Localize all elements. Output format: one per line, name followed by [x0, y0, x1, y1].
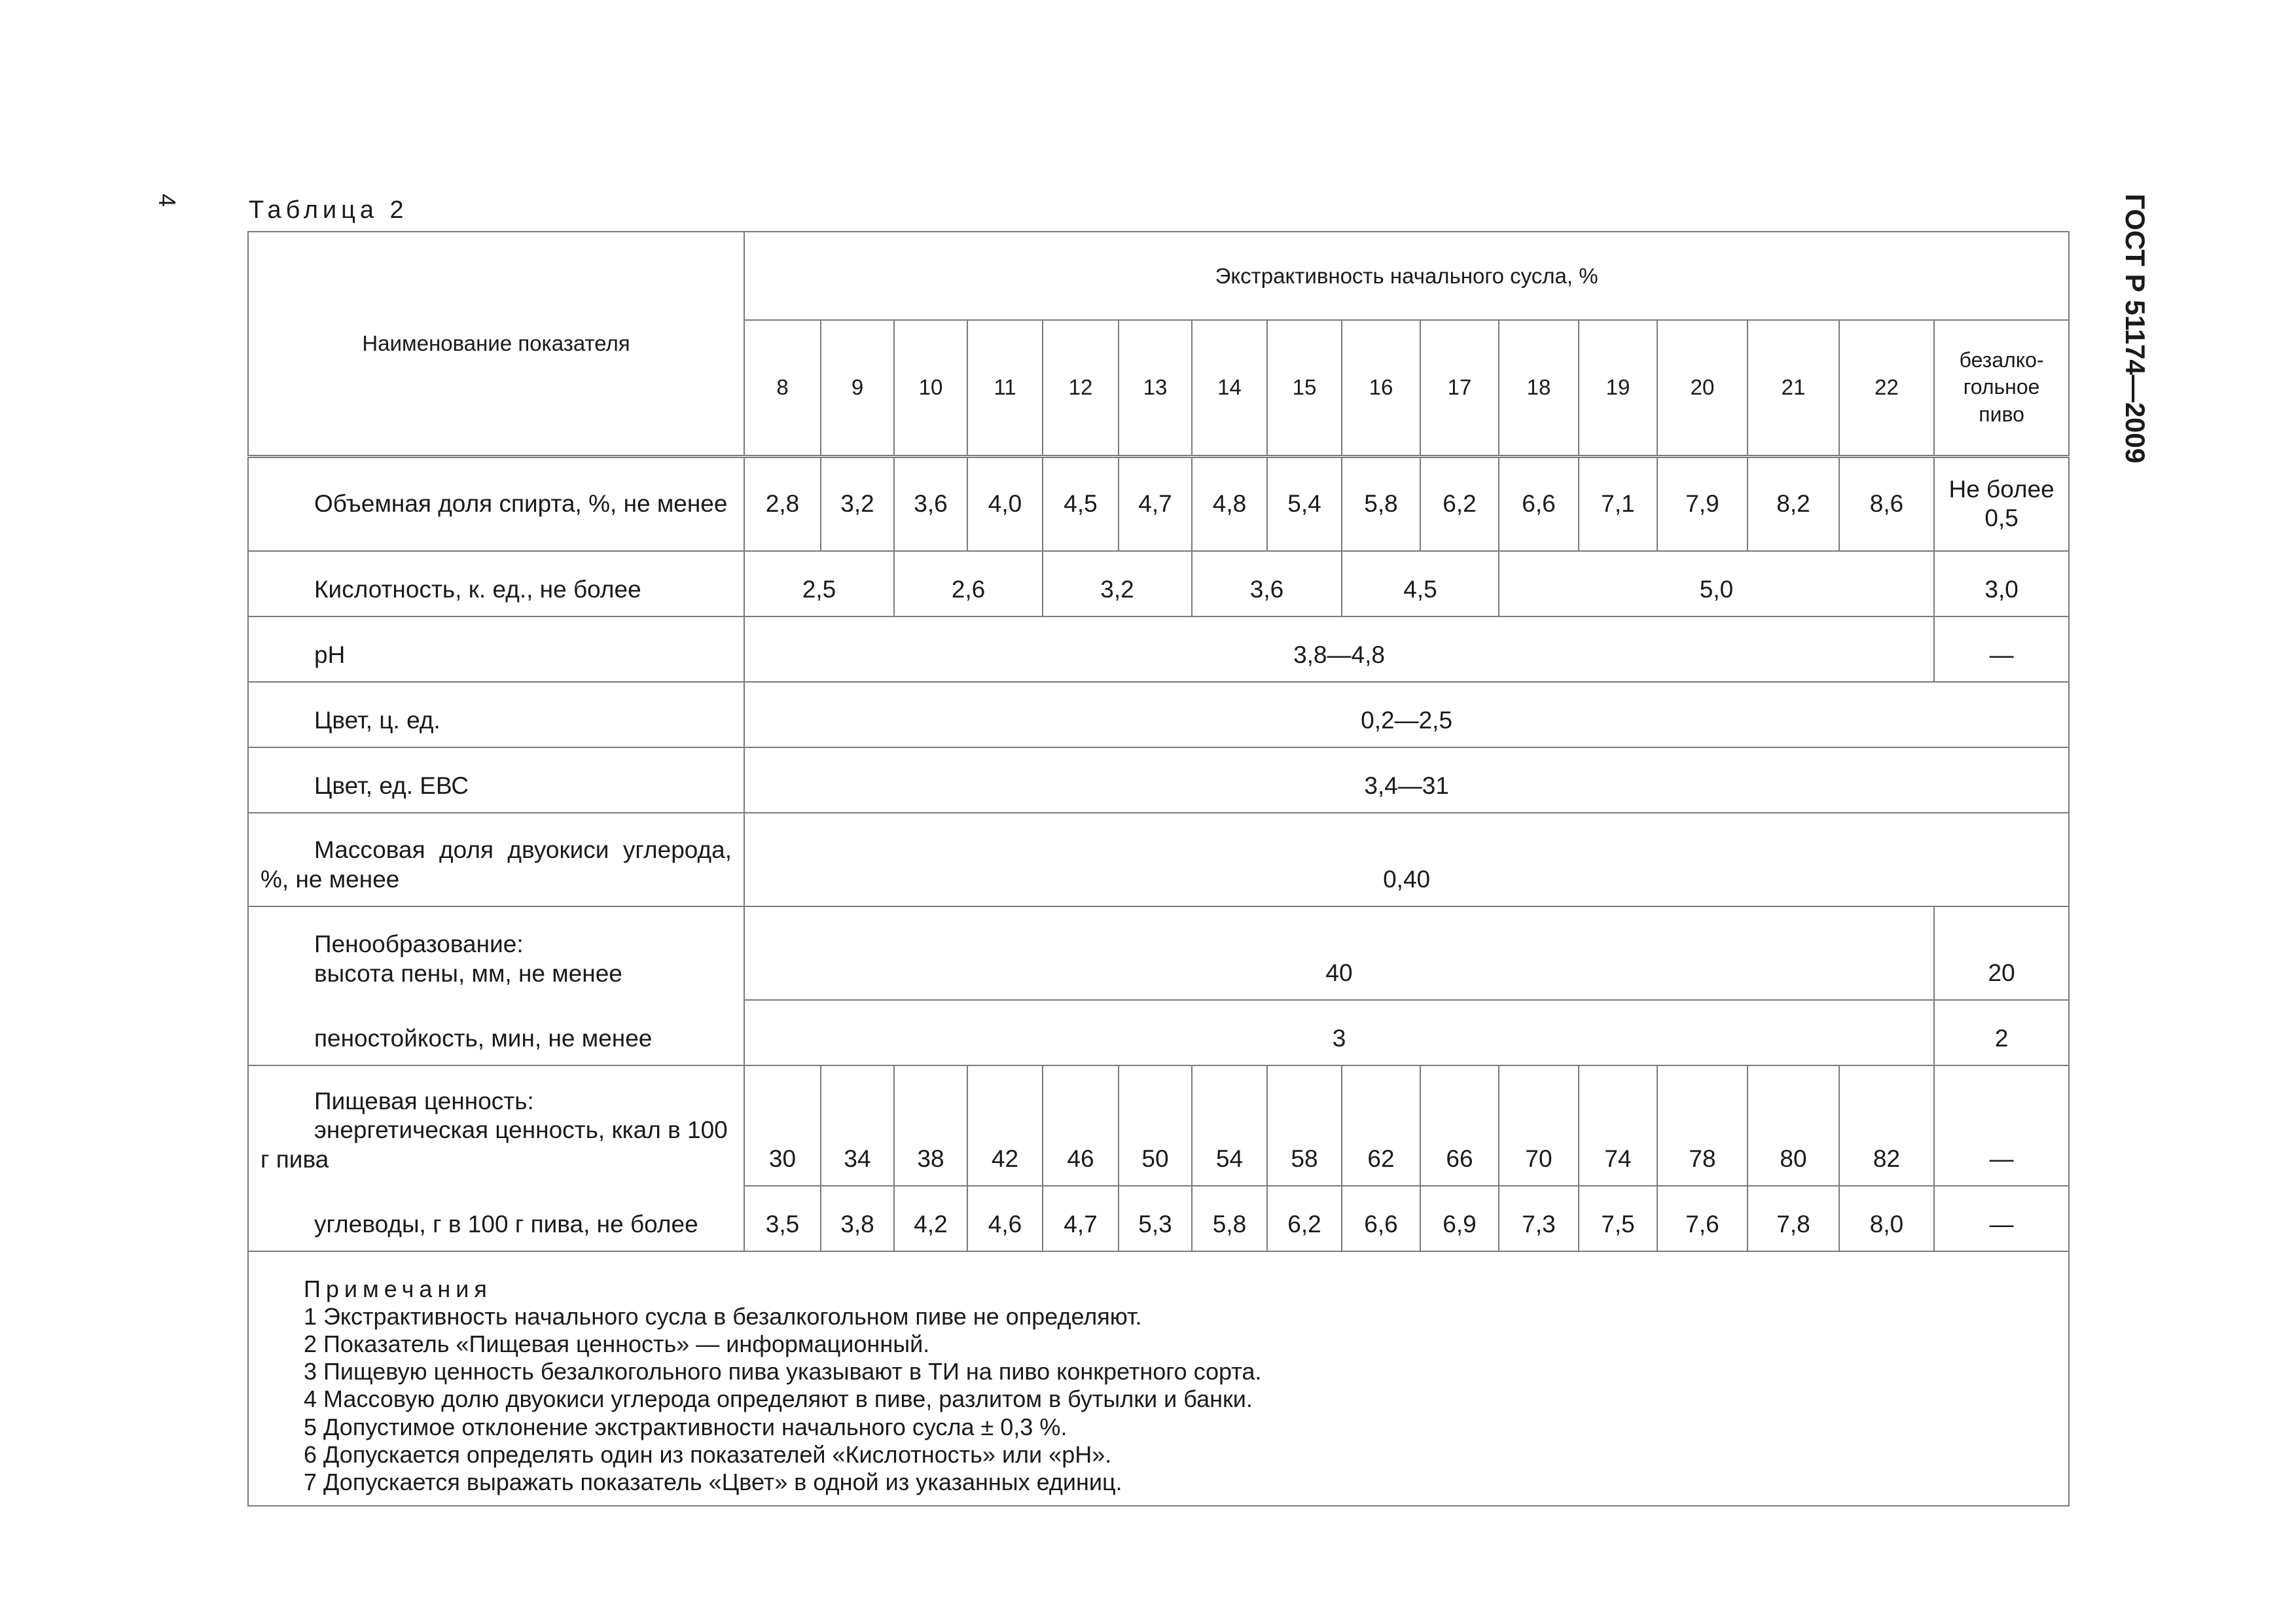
carbs-value: 7,6	[1657, 1186, 1748, 1251]
foam-stability-nonalcoholic-value: 2	[1934, 1000, 2069, 1065]
alcohol-value: 3,2	[821, 456, 894, 551]
alcohol-value: 5,4	[1267, 456, 1342, 551]
notes-row	[248, 1251, 2069, 1506]
row-acidity-label: Кислотность, к. ед., не более	[314, 575, 641, 603]
foam-height-value: 40	[744, 906, 1934, 1000]
header-col-21: 21	[1748, 320, 1839, 456]
alcohol-value: 6,2	[1420, 456, 1499, 551]
row-energy	[248, 1065, 2069, 1186]
row-ph	[248, 616, 2069, 682]
row-co2	[248, 813, 2069, 906]
acidity-value: 3,2	[1043, 551, 1192, 616]
header-col-20: 20	[1657, 320, 1748, 456]
energy-value: 66	[1420, 1065, 1499, 1186]
notes-title: Примечания	[304, 1275, 492, 1302]
row-carbs-label: углеводы, г в 100 г пива, не более	[314, 1210, 698, 1238]
alcohol-value: 2,8	[744, 456, 821, 551]
carbs-value: 7,5	[1579, 1186, 1657, 1251]
carbs-value: 8,0	[1839, 1186, 1934, 1251]
notes-block	[248, 1251, 2069, 1506]
foam-stability-value: 3	[744, 1000, 1934, 1065]
header-col-19: 19	[1579, 320, 1657, 456]
alcohol-value: 3,6	[894, 456, 967, 551]
acidity-value: 3,6	[1192, 551, 1342, 616]
acidity-nonalcoholic-value: 3,0	[1934, 551, 2069, 616]
ph-nonalcoholic-value: —	[1934, 616, 2069, 682]
carbs-value: 7,8	[1748, 1186, 1839, 1251]
note-item: 1 Экстрактивность начального сусла в безалкогольном пиве не определяют.	[304, 1303, 1142, 1330]
energy-value: 34	[821, 1065, 894, 1186]
alcohol-value: 4,5	[1043, 456, 1119, 551]
carbs-value: 5,3	[1119, 1186, 1192, 1251]
note-item: 7 Допускается выражать показатель «Цвет» в одной из указанных единиц.	[304, 1468, 1122, 1495]
energy-value: 74	[1579, 1065, 1657, 1186]
row-color-ebc-label: Цвет, ед. ЕВС	[314, 772, 469, 799]
color-ebc-value: 3,4—31	[744, 747, 2069, 813]
row-color-ebc	[248, 747, 2069, 813]
acidity-value: 5,0	[1499, 551, 1934, 616]
header-col-17: 17	[1420, 320, 1499, 456]
energy-value: 62	[1342, 1065, 1420, 1186]
carbs-value: 5,8	[1192, 1186, 1267, 1251]
row-foam-label: Пенообразование:	[314, 931, 524, 958]
carbs-value: 3,5	[744, 1186, 821, 1251]
alcohol-value: 4,0	[967, 456, 1043, 551]
header-col-9: 9	[821, 320, 894, 456]
page-number: 4	[154, 194, 181, 207]
energy-value: 38	[894, 1065, 967, 1186]
table-caption: Таблица 2	[249, 196, 408, 224]
header-col-18: 18	[1499, 320, 1579, 456]
carbs-value: 4,6	[967, 1186, 1043, 1251]
row-color-c-label: Цвет, ц. ед.	[314, 706, 440, 734]
header-col-12: 12	[1043, 320, 1119, 456]
header-name-column: Наименование показателя	[248, 232, 744, 456]
ph-value: 3,8—4,8	[744, 616, 1934, 682]
energy-value: 82	[1839, 1065, 1934, 1186]
row-foam-stability-label: пеностойкость, мин, не менее	[314, 1024, 653, 1052]
header-col-10: 10	[894, 320, 967, 456]
header-nonalcoholic: безалко-гольное пиво	[1934, 320, 2069, 456]
row-foam-stability	[248, 1000, 2069, 1065]
carbs-value: 4,7	[1043, 1186, 1119, 1251]
row-alcohol-label: Объемная доля спирта, %, не менее	[314, 490, 728, 518]
alcohol-value: 4,7	[1119, 456, 1192, 551]
alcohol-value: 7,9	[1657, 456, 1748, 551]
row-nutrition-label: Пищевая ценность:	[314, 1087, 534, 1115]
acidity-value: 2,6	[894, 551, 1043, 616]
row-color-c	[248, 682, 2069, 747]
alcohol-value: 5,8	[1342, 456, 1420, 551]
alcohol-nonalcoholic-value: Не более 0,5	[1934, 456, 2069, 551]
row-alcohol	[248, 456, 2069, 551]
co2-value: 0,40	[744, 813, 2069, 906]
alcohol-value: 7,1	[1579, 456, 1657, 551]
note-item: 3 Пищевую ценность безалкогольного пива указывают в ТИ на пиво конкретного сорта.	[304, 1358, 1262, 1385]
alcohol-value: 6,6	[1499, 456, 1579, 551]
note-item: 2 Показатель «Пищевая ценность» — информационный.	[304, 1330, 930, 1358]
acidity-value: 4,5	[1342, 551, 1499, 616]
energy-nonalcoholic-value: —	[1934, 1065, 2069, 1186]
energy-value: 46	[1043, 1065, 1119, 1186]
energy-value: 78	[1657, 1065, 1748, 1186]
carbs-nonalcoholic-value: —	[1934, 1186, 2069, 1251]
acidity-value: 2,5	[744, 551, 894, 616]
alcohol-value: 8,6	[1839, 456, 1934, 551]
carbs-value: 7,3	[1499, 1186, 1579, 1251]
carbs-value: 6,9	[1420, 1186, 1499, 1251]
header-col-13: 13	[1119, 320, 1192, 456]
row-ph-label: pH	[314, 641, 346, 668]
header-col-15: 15	[1267, 320, 1342, 456]
header-extractivity: Экстрактивность начального сусла, %	[744, 232, 2069, 320]
document-code: ГОСТ Р 51174—2009	[2120, 194, 2151, 464]
row-foam-height-label: высота пены, мм, не менее	[314, 959, 622, 987]
energy-value: 42	[967, 1065, 1043, 1186]
note-item: 4 Массовую долю двуокиси углерода определяют в пиве, разлитом в бутылки и банки.	[304, 1385, 1253, 1413]
alcohol-value: 8,2	[1748, 456, 1839, 551]
energy-value: 30	[744, 1065, 821, 1186]
row-foam-height	[248, 906, 2069, 1000]
note-item: 5 Допустимое отклонение экстрактивности начального сусла ± 0,3 %.	[304, 1413, 1067, 1440]
note-item: 6 Допускается определять один из показателей «Кислотность» или «pH».	[304, 1440, 1112, 1468]
energy-value: 70	[1499, 1065, 1579, 1186]
row-acidity	[248, 551, 2069, 616]
carbs-value: 6,6	[1342, 1186, 1420, 1251]
energy-value: 80	[1748, 1065, 1839, 1186]
carbs-value: 3,8	[821, 1186, 894, 1251]
row-co2-label: Массовая доля двуокиси углерода, %, не менее	[260, 836, 732, 893]
carbs-value: 4,2	[894, 1186, 967, 1251]
energy-value: 50	[1119, 1065, 1192, 1186]
header-col-8: 8	[744, 320, 821, 456]
header-col-16: 16	[1342, 320, 1420, 456]
header-col-22: 22	[1839, 320, 1934, 456]
energy-value: 58	[1267, 1065, 1342, 1186]
foam-height-nonalcoholic-value: 20	[1934, 906, 2069, 1000]
row-energy-label: энергетическая ценность, ккал в 100 г пива	[260, 1116, 728, 1173]
header-col-11: 11	[967, 320, 1043, 456]
carbs-value: 6,2	[1267, 1186, 1342, 1251]
row-carbs	[248, 1186, 2069, 1251]
color-c-value: 0,2—2,5	[744, 682, 2069, 747]
header-col-14: 14	[1192, 320, 1267, 456]
energy-value: 54	[1192, 1065, 1267, 1186]
alcohol-value: 4,8	[1192, 456, 1267, 551]
indicators-table	[247, 231, 2070, 1507]
